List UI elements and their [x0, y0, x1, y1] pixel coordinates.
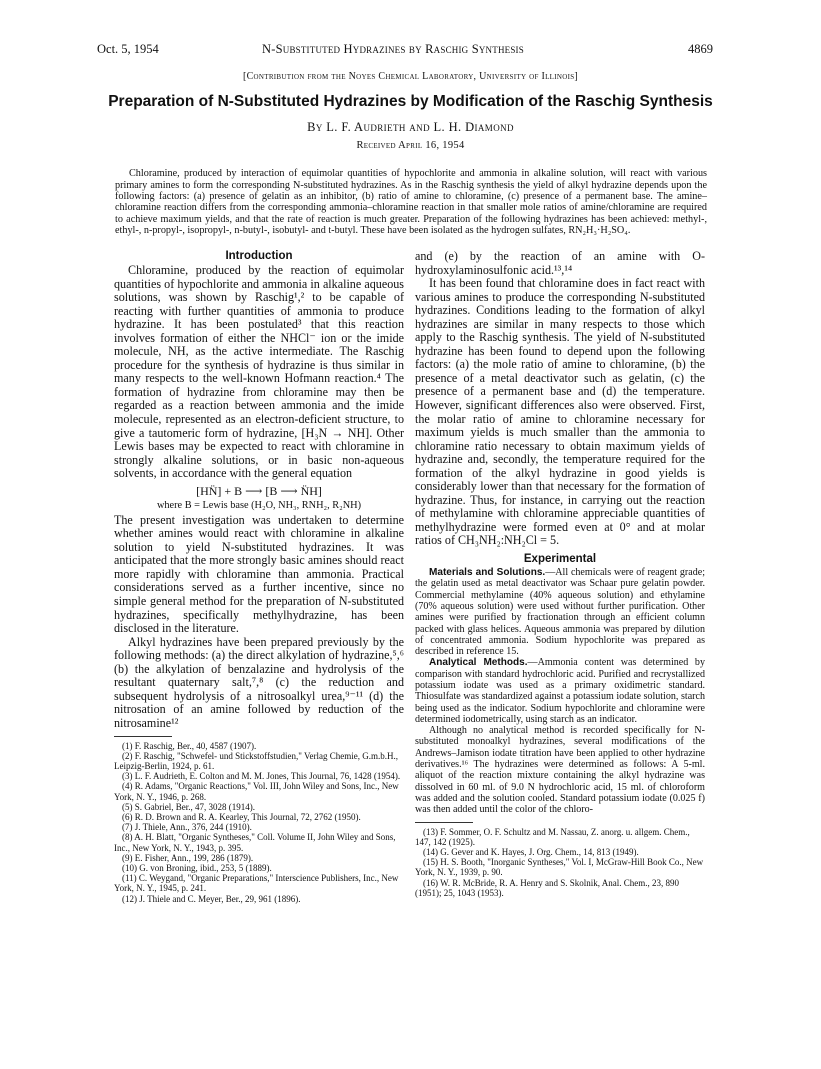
materials-run-in-heading: Materials and Solutions. [429, 567, 546, 579]
footnote-divider [114, 736, 172, 737]
general-equation: [HN̈] + B ⟶ [B ⟶ N̈H] [196, 483, 322, 498]
footnote: (13) F. Sommer, O. F. Schultz and M. Nassau, Z. anorg. u. allgem. Chem., 147, 142 (1925). [415, 826, 690, 847]
intro-paragraph-1: Chloramine, produced by the reaction of equimolar quantities of hypochlorite and ammonia in alkaline aqueous solutions, was shown by Raschig¹,² to be capable of reacting with further quantities of ammonia to produce hydrazine. It has been postulated³ that this reaction involves formation of either the NHCl⁻ ion or the imide molecule, NH, as the active intermediate. The Raschig procedure for the synthesis of hydrazine is thus similar in many respects to the well-known Hofmann reaction.⁴ The formation of hydrazine from chloramine may then be regarded as a reaction between ammonia and the imide molecule, represented as an electron-deficient structure, to give a tautomeric form of hydrazine, [H₃N → NH]. Other Lewis bases may be expected to react with chloramine in strongly alkaline solutions, or in basic non-aqueous solvents, in accordance with the general equation [114, 263, 404, 481]
abstract: Chloramine, produced by interaction of equimolar quantities of hypochlorite and ammonia in alkaline solution, will react with various primary amines to form the corresponding N-substituted hydrazines. As in the Raschig synthesis the yield of alkyl hydrazine depends upon the following factors: (a) presence of gelatin as an inhibitor, (b) ratio of amine to chloramine, (c) presence of a permanent base. The amine–chloramine reaction differs from the corresponding ammonia–chloramine reaction in that smaller mole ratios of amine/chloramine are required to achieve maximum yields, and that the rate of reaction is much greater. Preparation of the following hydrazines has been achieved: methyl-, ethyl-, n-propyl-, isopropyl-, n-butyl-, isobutyl- and t-butyl. These have been isolated as the hydrogen sulfates, RN₂H₃·H₂SO₄. [115, 168, 707, 237]
article-title: Preparation of N-Substituted Hydrazines by Modification of the Raschig Synthesis [108, 93, 713, 110]
left-column [114, 250, 404, 904]
page-number: 4869 [688, 42, 713, 56]
footnote: (14) G. Gever and K. Hayes, J. Org. Chem., 14, 813 (1949). [423, 846, 639, 857]
materials-paragraph [415, 567, 705, 657]
analytical-run-in-heading: Analytical Methods. [429, 657, 528, 669]
analytical-paragraph [415, 657, 705, 725]
intro-paragraph-4: It has been found that chloramine does in fact react with various amines to produce the corresponding N-substituted hydrazines. Conditions leading to the formation of alkyl hydrazines are similar in many respects to those which apply to the Raschig synthesis. The yield of N-substituted hydrazine has been found to depend upon the following factors: (a) the mole ratio of amine to chloramine, (b) the presence of a metal deactivator such as gelatin, (c) the presence of a permanent base and (d) the temperature. However, significant differences also were observed. First, the molar ratio of amine to chloramine necessary for maximum yields is much smaller than the ammonia to chloramine ratio necessary to obtain maximum yields of hydrazine and, secondly, the temperature required for the formation of the alkyl hydrazine in good yields is considerably lower than that necessary for the formation of hydrazine. Thus, for instance, in carrying out the reaction of methylamine with chloramine appreciable quantities of methylhydrazine were formed even at 0° and at molar ratios of CH₃NH₂:NH₂Cl = 5. [415, 276, 705, 548]
footnote: (7) J. Thiele, Ann., 376, 244 (1910). [122, 822, 252, 833]
footnote: (11) C. Weygand, "Organic Preparations," Interscience Publishers, Inc., New York, N. Y., 1945, p. 241. [114, 873, 399, 894]
footnote: (5) S. Gabriel, Ber., 47, 3028 (1914). [122, 801, 255, 812]
footnote: (3) L. F. Audrieth, E. Colton and M. M. Jones, This Journal, 76, 1428 (1954). [122, 771, 401, 782]
hydrazine-analysis-paragraph: Although no analytical method is recorded specifically for N-substituted monoalkyl hydrazines, several modifications of the Andrews–Jamison iodate titration have been applied to other hydrazine derivatives.¹⁶ The hydrazines were determined as follows: A 5-ml. aliquot of the reaction mixture containing the alkyl hydrazine was dissolved in 60 ml. of 9.0 N hydrochloric acid, 15 ml. of chloroform was added and the solution cooled. Standard potassium iodate (0.025 f) was then added until the color of the chloro- [415, 725, 705, 816]
equation-where-clause: where B = Lewis base (H₂O, NH₃, RNH₂, R₂NH) [156, 499, 362, 511]
received-date: Received April 16, 1954 [356, 140, 465, 151]
experimental-heading: Experimental [523, 553, 597, 566]
issue-date: Oct. 5, 1954 [97, 42, 159, 56]
running-title: N-Substituted Hydrazines by Raschig Synthesis [262, 42, 524, 56]
author-line: By L. F. Audrieth and L. H. Diamond [307, 120, 514, 134]
right-footnotes [415, 827, 705, 898]
right-column [415, 250, 705, 898]
footnote: (10) G. von Broning, ibid., 253, 5 (1889). [122, 862, 272, 873]
footnote: (4) R. Adams, "Organic Reactions," Vol. III, John Wiley and Sons, Inc., New York, N. Y., 1946, p. 268. [114, 781, 399, 802]
footnote-divider [415, 822, 473, 823]
footnote: (12) J. Thiele and C. Meyer, Ber., 29, 961 (1896). [122, 893, 301, 904]
intro-paragraph-2: The present investigation was undertaken to determine whether amines would react with chloramine in alkaline solution to yield N-substituted hydrazines. It was anticipated that the more strongly basic amines should react more rapidly with chloramine than ammonia. Practical considerations served as a further incentive, since no simple general method for the preparation of N-substituted hydrazines, specifically methylhydrazine, has been disclosed in the literature. [114, 512, 404, 636]
contribution-line: [Contribution from the Noyes Chemical Laboratory, University of Illinois] [242, 71, 579, 82]
footnote: (8) A. H. Blatt, "Organic Syntheses," Coll. Volume II, John Wiley and Sons, Inc., New York, N. Y., 1943, p. 395. [114, 832, 396, 853]
footnote: (9) E. Fisher, Ann., 199, 286 (1879). [122, 852, 254, 863]
left-footnotes [114, 741, 404, 904]
intro-paragraph-3: Alkyl hydrazines have been prepared previously by the following methods: (a) the direct alkylation of hydrazine,⁵,⁶ (b) the alkylation of benzalazine and hydrolysis of the resultant quaternary salt,⁷,⁸ (c) the reduction and subsequent hydrolysis of a nitrosoalkyl urea,⁹⁻¹¹ (d) the nitrosation of an amine followed by reduction of the nitrosamine¹² [114, 634, 404, 730]
materials-text: —All chemicals were of reagent grade; the gelatin used as metal deactivator was Schaar pure gelatin powder. Commercial methylamine (40% aqueous solution) and ethylamine (70% aqueous solution) were used without further purification. Other amines were purified by fractionation through an efficient column packed with glass helices. Aqueous ammonia was prepared by dilution of concentrated ammonia. Sodium hypochlorite was prepared as described in reference 15. [415, 567, 706, 658]
footnote: (15) H. S. Booth, "Inorganic Syntheses," Vol. I, McGraw-Hill Book Co., New York, N. Y., 1939, p. 90. [415, 857, 704, 878]
footnote: (16) W. R. McBride, R. A. Henry and S. Skolnik, Anal. Chem., 23, 890 (1951); 25, 1043 (1953). [415, 877, 679, 898]
intro-continuation: and (e) by the reaction of an amine with O-hydroxylaminosulfonic acid.¹³,¹⁴ [415, 249, 705, 277]
introduction-heading: Introduction [225, 250, 293, 262]
footnote: (6) R. D. Brown and R. A. Kearley, This Journal, 72, 2762 (1950). [122, 811, 361, 822]
analytical-text: —Ammonia content was determined by comparison with standard hydrochloric acid. Purified and recrystallized potassium iodate was used as a primary oxidimetric standard. Thiosulfate was standardized against a potassium iodate solution, starch being used as the indicator. Sodium hypochlorite and chloramine were determined iodometrically, using starch as an indicator. [415, 657, 705, 725]
footnote: (1) F. Raschig, Ber., 40, 4587 (1907). [122, 740, 257, 751]
footnote: (2) F. Raschig, "Schwefel- und Stickstoffstudien," Verlag Chemie, G.m.b.H., Leipzig-Berlin, 1924, p. 61. [114, 750, 399, 771]
